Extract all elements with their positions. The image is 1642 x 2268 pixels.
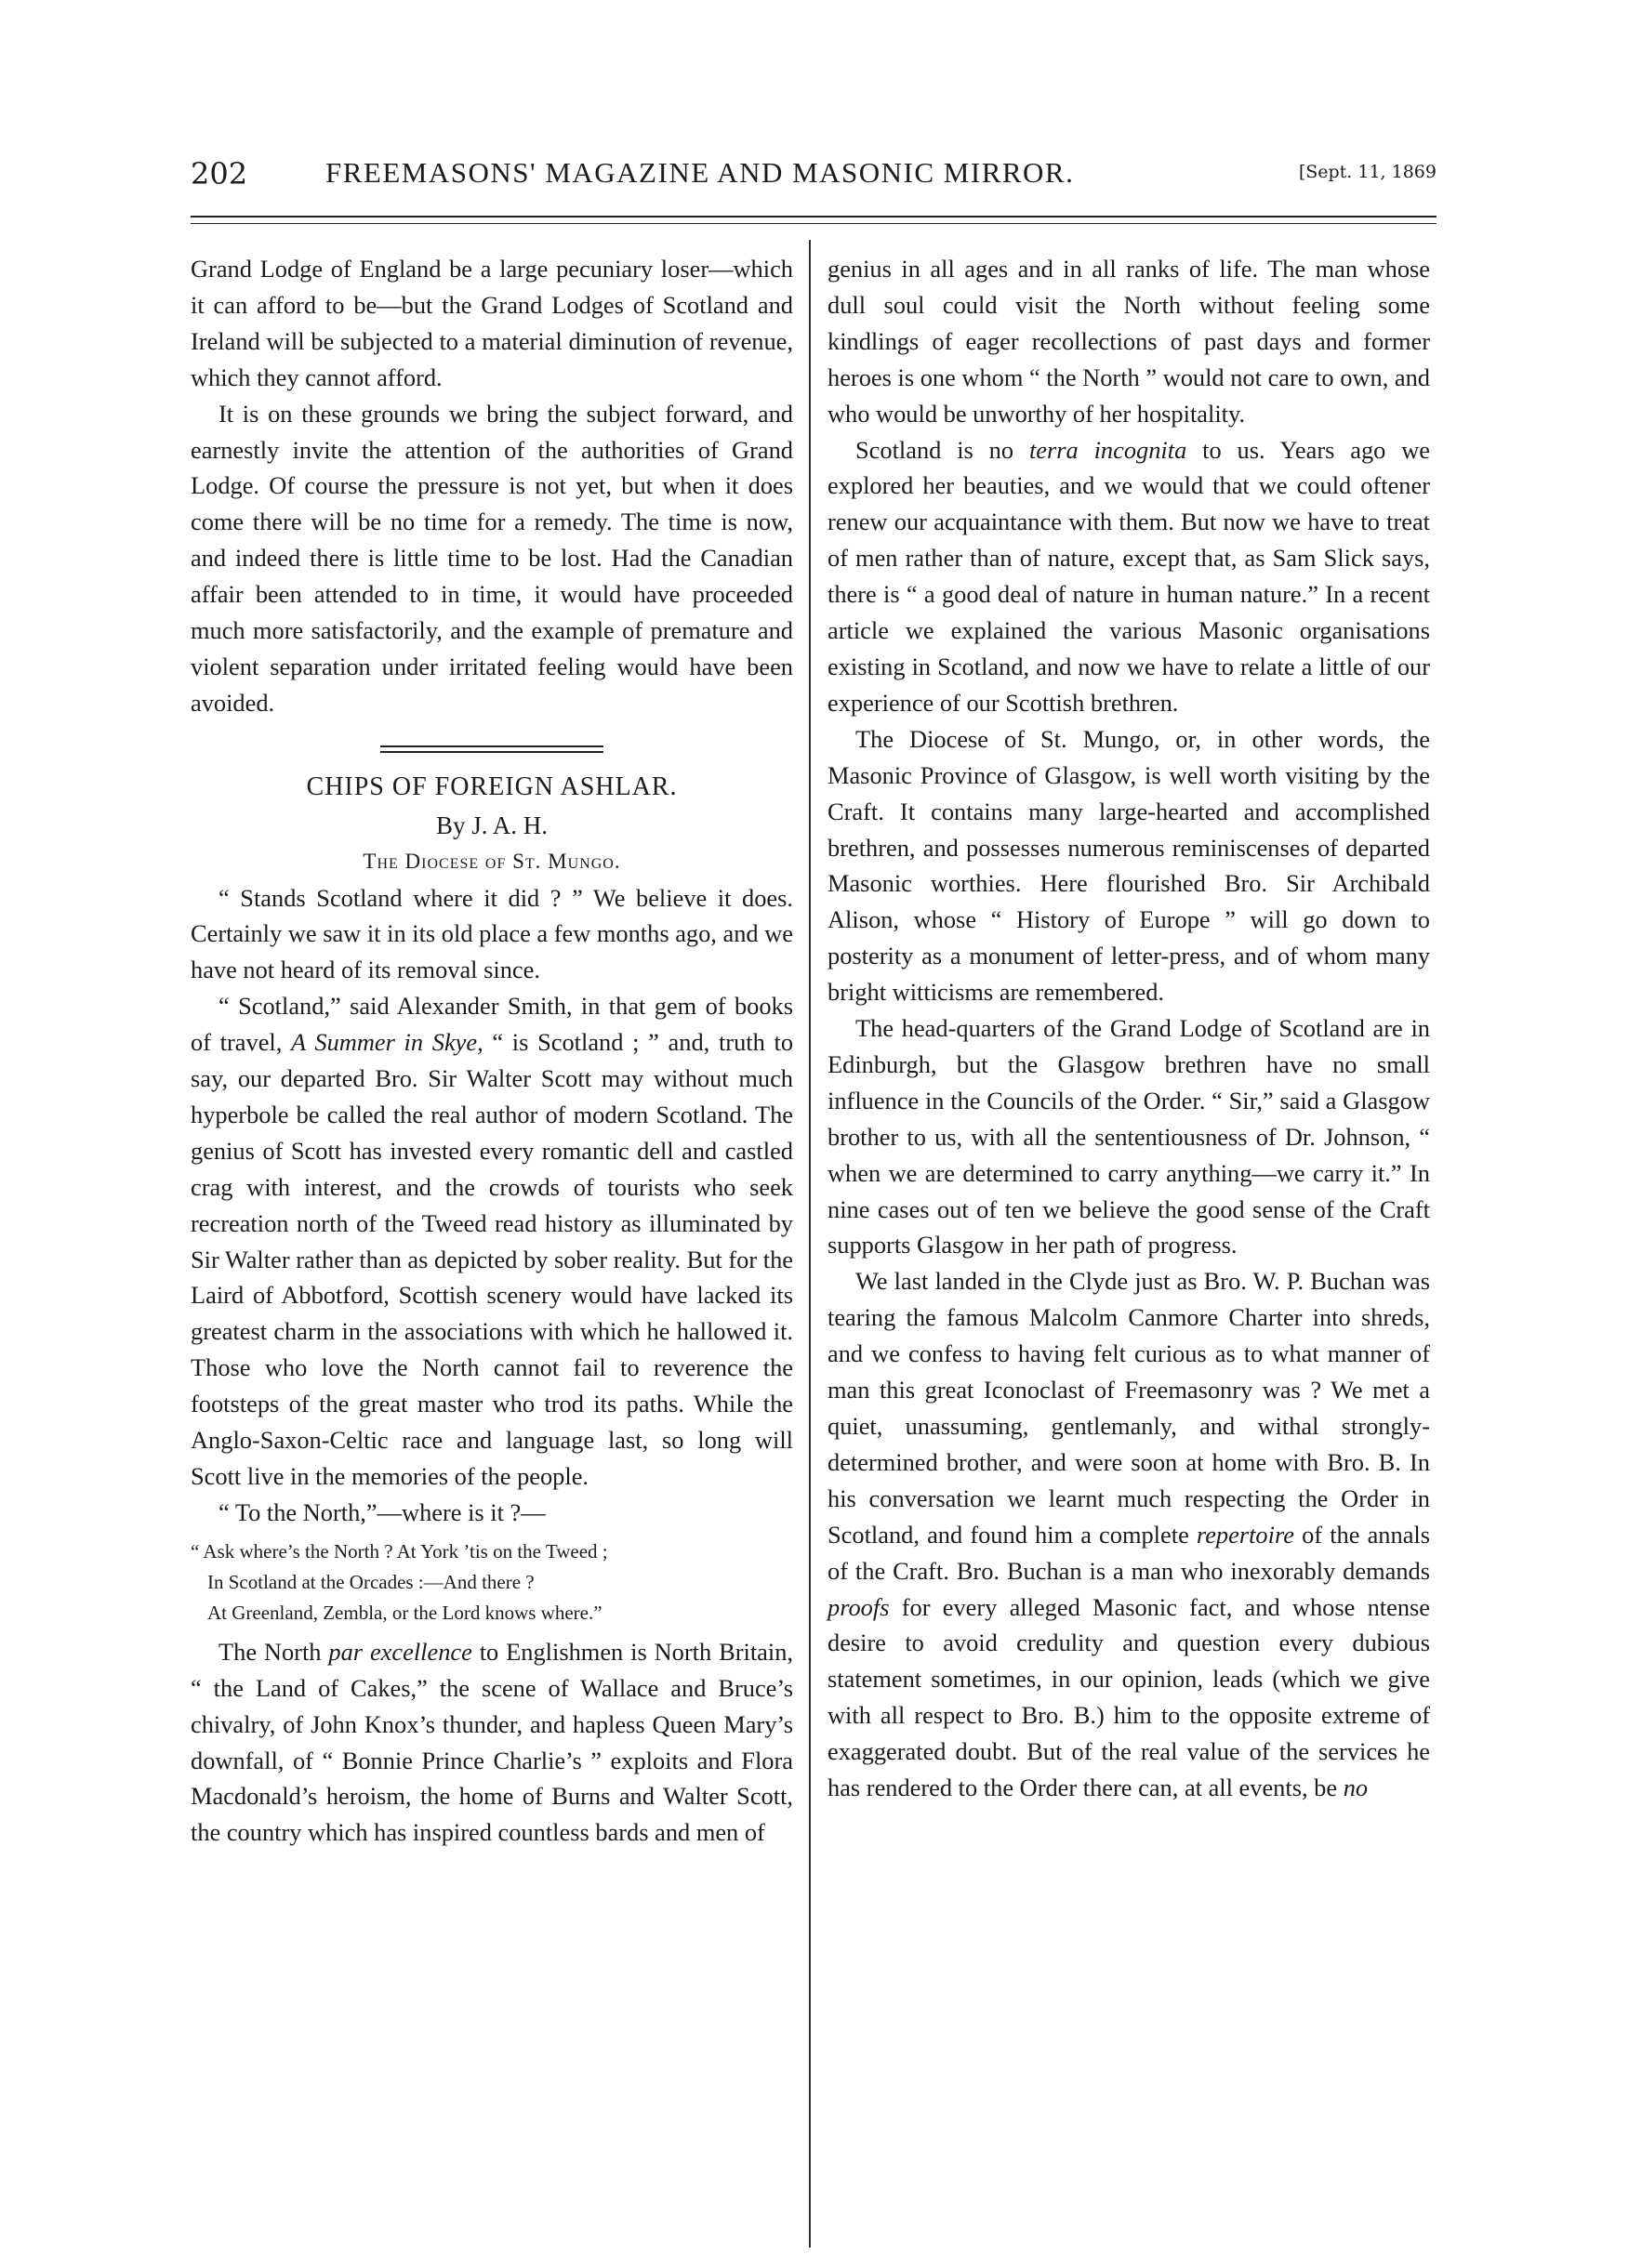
paragraph-text: We last landed in the Clyde just as Bro. W. P. Buchan was tearing the famous Malcolm Canmore Charter into shreds, and we confess to having felt curious as to what manner of man this great Iconoclast of Freemasonry was ? We met a quiet, unassuming, gentlemanly, and withal strongly-determined brother, and were soon at home with Bro. B. In his conversation we learnt much respecting the Order in Scotland, and found him a complete [828,1267,1430,1549]
italic-phrase: repertoire [1196,1520,1294,1549]
left-column [191,251,793,1851]
italic-phrase: terra incognita [1028,435,1187,464]
article-title: CHIPS OF FOREIGN ASHLAR. [306,771,678,801]
book-title: A Summer in Skye, [291,1028,483,1057]
journal-title: FREEMASONS' MAGAZINE AND MASONIC MIRROR. [325,156,1075,189]
left-continuation-paragraph: Grand Lodge of England be a large pecuniary loser—which it can afford to be—but the Grand Lodges of Scotland and Ireland will be subjected to a material diminution of revenue, which they cannot afford. [191,255,793,391]
italic-phrase: par excellence [328,1637,472,1666]
left-paragraph-3: “ Stands Scotland where it did ? ” We believe it does. Certainly we saw it in its old place a few months ago, and we have not heard of its removal since. [191,883,793,984]
verse-line: “ Ask where’s the North ? At York ’tis on the Tweed ; [191,1539,608,1563]
right-paragraph-2 [828,432,1430,721]
page-number: 202 [191,156,248,191]
right-continuation-paragraph: genius in all ages and in all ranks of life. The man whose dull soul could visit the North without feeling some kindlings of eager recollections of past days and former heroes is one whom “ the North ” would not care to own, and who would be unworthy of her hospitality. [828,255,1430,428]
left-paragraph-4 [191,988,793,1495]
right-paragraph-3: The Diocese of St. Mungo, or, in other words, the Masonic Province of Glasgow, is well worth visiting by the Craft. It contains many large-hearted and accomplished brethren, and possesses numerous reminiscenses of departed Masonic worthies. Here flourished Bro. Sir Archibald Alison, whose “ History of Europe ” will go down to posterity as a monument of letter-press, and of whom many bright witticisms are remembered. [828,724,1430,1007]
paragraph-text: The North [218,1637,329,1666]
verse-quotation [191,1536,793,1628]
section-separator [380,745,603,753]
paragraph-text: Scotland is no [855,435,1029,464]
paragraph-text: of the annals of the Craft. Bro. Buchan is a man who inexorably demands [828,1520,1431,1585]
column-divider [809,240,811,2248]
left-paragraph-5: “ To the North,”—where is it ?— [218,1497,546,1526]
paragraph-text: “ is Scotland ; ” and, truth to say, our departed Bro. Sir Walter Scott may without much hyperbole be called the real author of modern Scotland. The genius of Scott has invested every romantic dell and castled crag with interest, and the crowds of tourists who seek recreation north of the Tweed read history as illuminated by Sir Walter rather than as depicted by sober reality. But for the Laird of Abbotford, Scottish scenery would have lacked its greatest charm in the associations with which he hallowed it. Those who love the North cannot fail to reverence the footsteps of the great master who trod its paths. While the Anglo-Saxon-Celtic race and language last, so long will Scott live in the memories of the people. [191,1028,794,1490]
right-column [828,251,1430,1806]
paragraph-text: to us. Years ago we explored her beauties, and we would that we could oftener renew our acquaintance with them. But now we have to treat of men rather than of nature, except that, as Sam Slick says, there is “ a good deal of nature in human nature.” In a recent article we explained the various Masonic organisations existing in Scotland, and now we have to relate a little of our experience of our Scottish brethren. [828,435,1430,717]
running-head [191,156,1437,203]
paragraph-text: “ Scotland,” said Alexander Smith, in that gem of books of travel, [191,992,793,1057]
italic-phrase: proofs [828,1592,890,1621]
article-subhead: The Diocese of St. Mungo. [363,849,621,873]
right-paragraph-4: The head-quarters of the Grand Lodge of Scotland are in Edinburgh, but the Glasgow brethren have no small influence in the Councils of the Order. “ Sir,” said a Glasgow brother to us, with all the sententiousness of Dr. Johnson, “ when we are determined to carry anything—we carry it.” In nine cases out of ten we believe the good sense of the Craft supports Glasgow in her path of progress. [828,1014,1430,1259]
left-paragraph-6 [191,1634,793,1851]
paragraph-text: to Englishmen is North Britain, “ the Land of Cakes,” the scene of Wallace and Bruce’s chivalry, of John Knox’s thunder, and hapless Queen Mary’s downfall, of “ Bonnie Prince Charlie’s ” exploits and Flora Macdonald’s heroism, the home of Burns and Walter Scott, the country which has inspired countless bards and men of [191,1637,793,1847]
header-rule-thin [191,223,1437,224]
issue-date: [Sept. 11, 1869 [1298,162,1437,182]
italic-phrase: no [1343,1774,1369,1802]
verse-line: At Greenland, Zembla, or the Lord knows where.” [207,1601,603,1624]
paragraph-text: for every alleged Masonic fact, and whose ntense desire to avoid credulity and question every dubious statement sometimes, in our opinion, leads (which we give with all respect to Bro. B.) him to the opposite extreme of exaggerated doubt. But of the real value of the services he has rendered to the Order there can, at all events, be [828,1592,1430,1802]
right-paragraph-5 [828,1263,1430,1806]
header-rule [191,216,1437,218]
left-paragraph-2: It is on these grounds we bring the subject forward, and earnestly invite the attention of the authorities of Grand Lodge. Of course the pressure is not yet, but when it does come there will be no time for a remedy. The time is now, and indeed there is little time to be lost. Had the Canadian affair been attended to in time, it would have proceeded much more satisfactorily, and the example of premature and violent separation under irritated feeling would have been avoided. [191,399,793,717]
verse-line: In Scotland at the Orcades :—And there ? [207,1570,535,1593]
article-byline: By J. A. H. [435,811,549,839]
